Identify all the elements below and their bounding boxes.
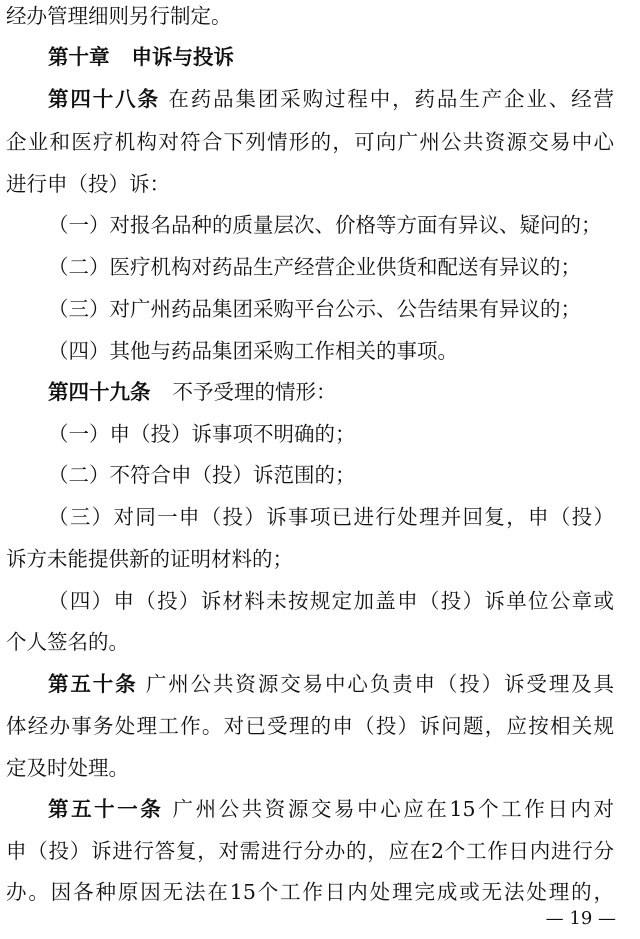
list-item: （二）不符合申（投）诉范围的；	[48, 463, 356, 487]
paragraph-line: 企业和医疗机构对符合下列情形的，可向广州公共资源交易中心	[6, 130, 614, 154]
article-label: 第四十九条	[48, 380, 151, 404]
chapter-title: 申诉与投诉	[131, 45, 234, 69]
paragraph-line: 经办管理细则另行制定。	[6, 4, 232, 28]
article-text: 在药品集团采购过程中，药品生产企业、经营	[168, 87, 615, 111]
paragraph-line: 个人签名的。	[6, 630, 129, 654]
article-text: 不予受理的情形：	[172, 380, 337, 404]
paragraph-line: 办。因各种原因无法在15个工作日内处理完成或无法处理的，	[6, 880, 614, 904]
list-item: （四）申（投）诉材料未按规定加盖申（投）诉单位公章或	[48, 589, 614, 613]
article-48-line	[48, 86, 614, 112]
article-label: 第五十一条	[48, 797, 164, 821]
article-50-line	[48, 671, 614, 697]
article-label: 第五十条	[48, 672, 138, 696]
list-item: （三）对同一申（投）诉事项已进行处理并回复，申（投）	[48, 505, 614, 529]
page-number: — 19 —	[545, 908, 616, 929]
article-text: 广州公共资源交易中心应在15个工作日内对	[172, 797, 614, 821]
list-item: （二）医疗机构对药品生产经营企业供货和配送有异议的；	[48, 255, 581, 279]
chapter-number: 第十章	[48, 45, 110, 69]
paragraph-line: 申（投）诉进行答复，对需进行分办的，应在2个工作日内进行分	[6, 839, 614, 863]
paragraph-line: 诉方未能提供新的证明材料的；	[6, 547, 293, 571]
list-item: （三）对广州药品集团采购平台公示、公告结果有异议的；	[48, 297, 581, 321]
article-text: 广州公共资源交易中心负责申（投）诉受理及具	[145, 672, 614, 696]
list-item: （四）其他与药品集团采购工作相关的事项。	[48, 339, 458, 363]
paragraph-line: 进行申（投）诉：	[6, 172, 170, 196]
list-item: （一）对报名品种的质量层次、价格等方面有异议、疑问的；	[48, 213, 602, 237]
article-label: 第四十八条	[48, 87, 160, 111]
article-49-line	[48, 379, 614, 405]
list-item: （一）申（投）诉事项不明确的；	[48, 422, 356, 446]
article-51-line	[48, 796, 614, 822]
chapter-heading	[48, 44, 614, 70]
paragraph-line: 定及时处理。	[6, 756, 129, 780]
paragraph-line: 体经办事务处理工作。对已受理的申（投）诉问题，应按相关规	[6, 714, 614, 738]
